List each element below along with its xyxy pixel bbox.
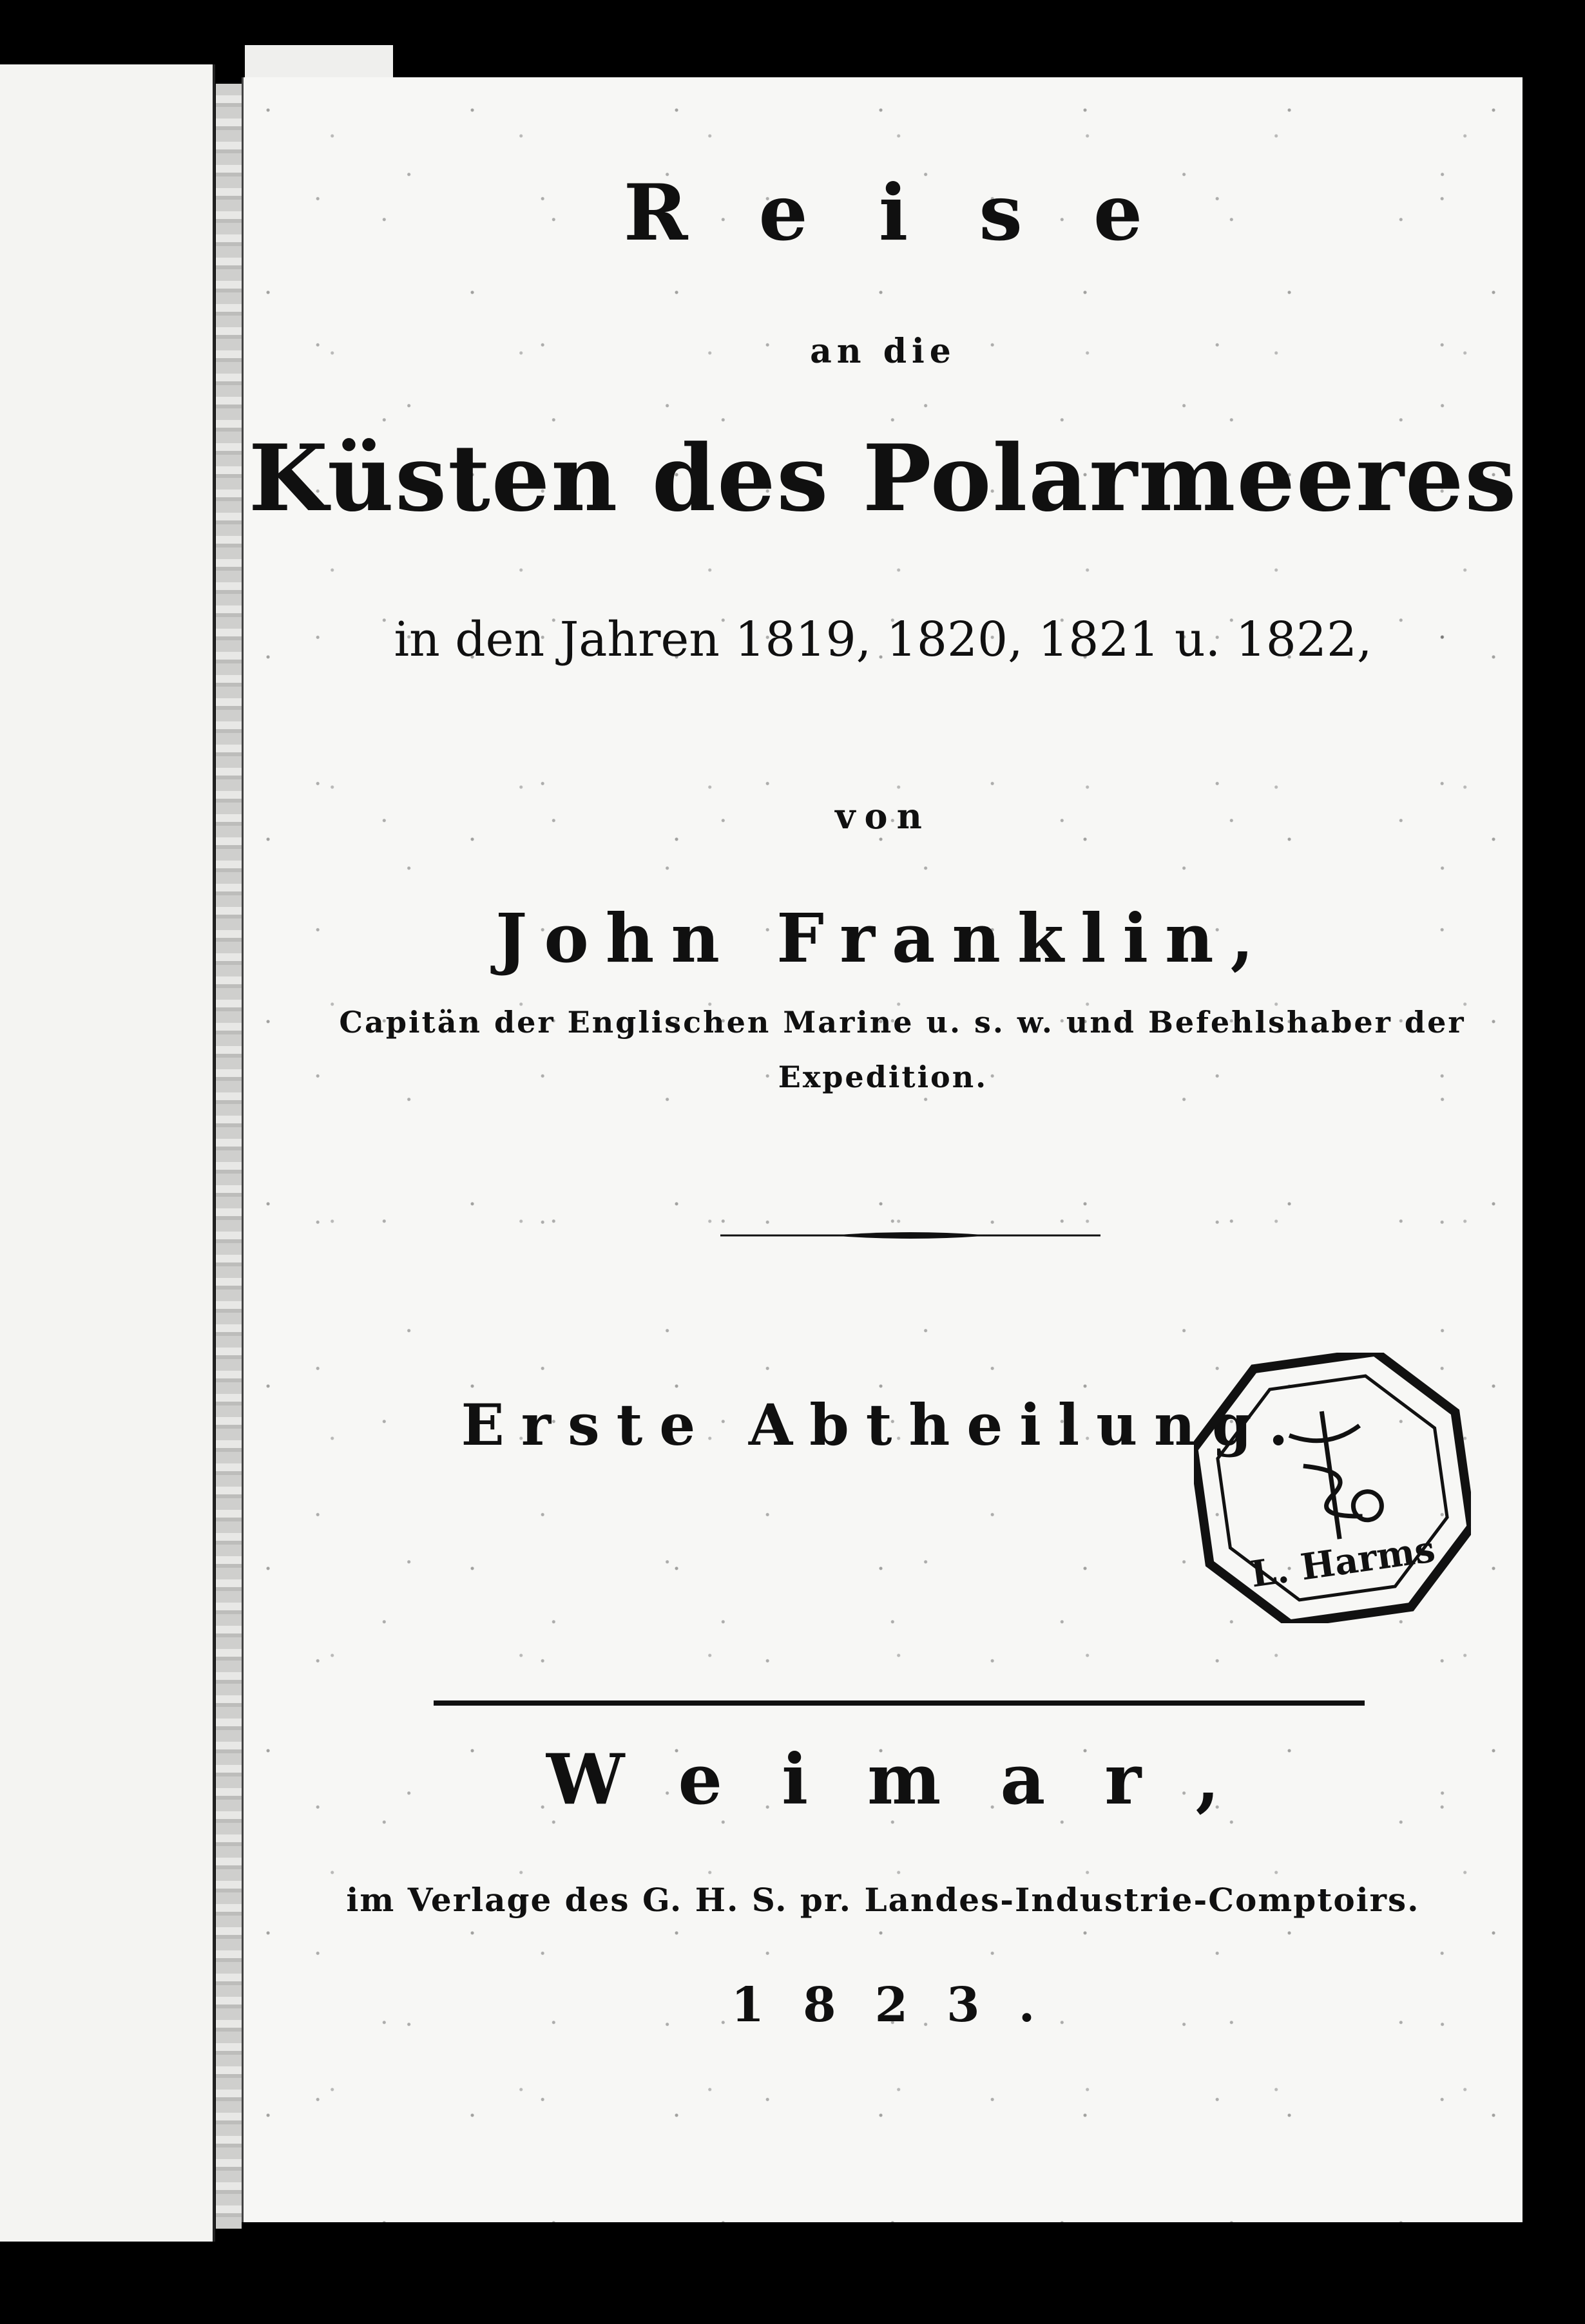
- svg-text:L. Harms: L. Harms: [1248, 1528, 1438, 1596]
- ornamental-rule: [720, 1230, 1100, 1241]
- book-title: Reise: [623, 167, 1214, 258]
- publication-year: 1823.: [731, 1977, 1074, 2033]
- title-page: [242, 77, 1523, 2222]
- library-stamp: [1194, 1353, 1471, 1623]
- an-die-text: an die: [810, 332, 956, 371]
- publisher-line: im Verlage des G. H. S. pr. Landes-Industrie-Comptoirs.: [346, 1881, 1420, 1919]
- book-spine: [216, 84, 242, 2229]
- horizontal-rule: [434, 1700, 1365, 1706]
- author-rank-line-2: Expedition.: [778, 1060, 988, 1094]
- place-of-publication: Weimar,: [546, 1739, 1280, 1820]
- left-page: [0, 64, 215, 2242]
- part-heading: Erste Abtheilung.: [461, 1391, 1305, 1458]
- von-text: von: [835, 795, 931, 837]
- years-line: in den Jahren 1819, 1820, 1821 u. 1822,: [394, 612, 1372, 667]
- author-name: John Franklin,: [495, 899, 1271, 978]
- subject-heading: Küsten des Polarmeeres: [248, 425, 1518, 532]
- author-rank-line-1: Capitän der Englischen Marine u. s. w. und Befehlshaber der: [339, 1005, 1466, 1040]
